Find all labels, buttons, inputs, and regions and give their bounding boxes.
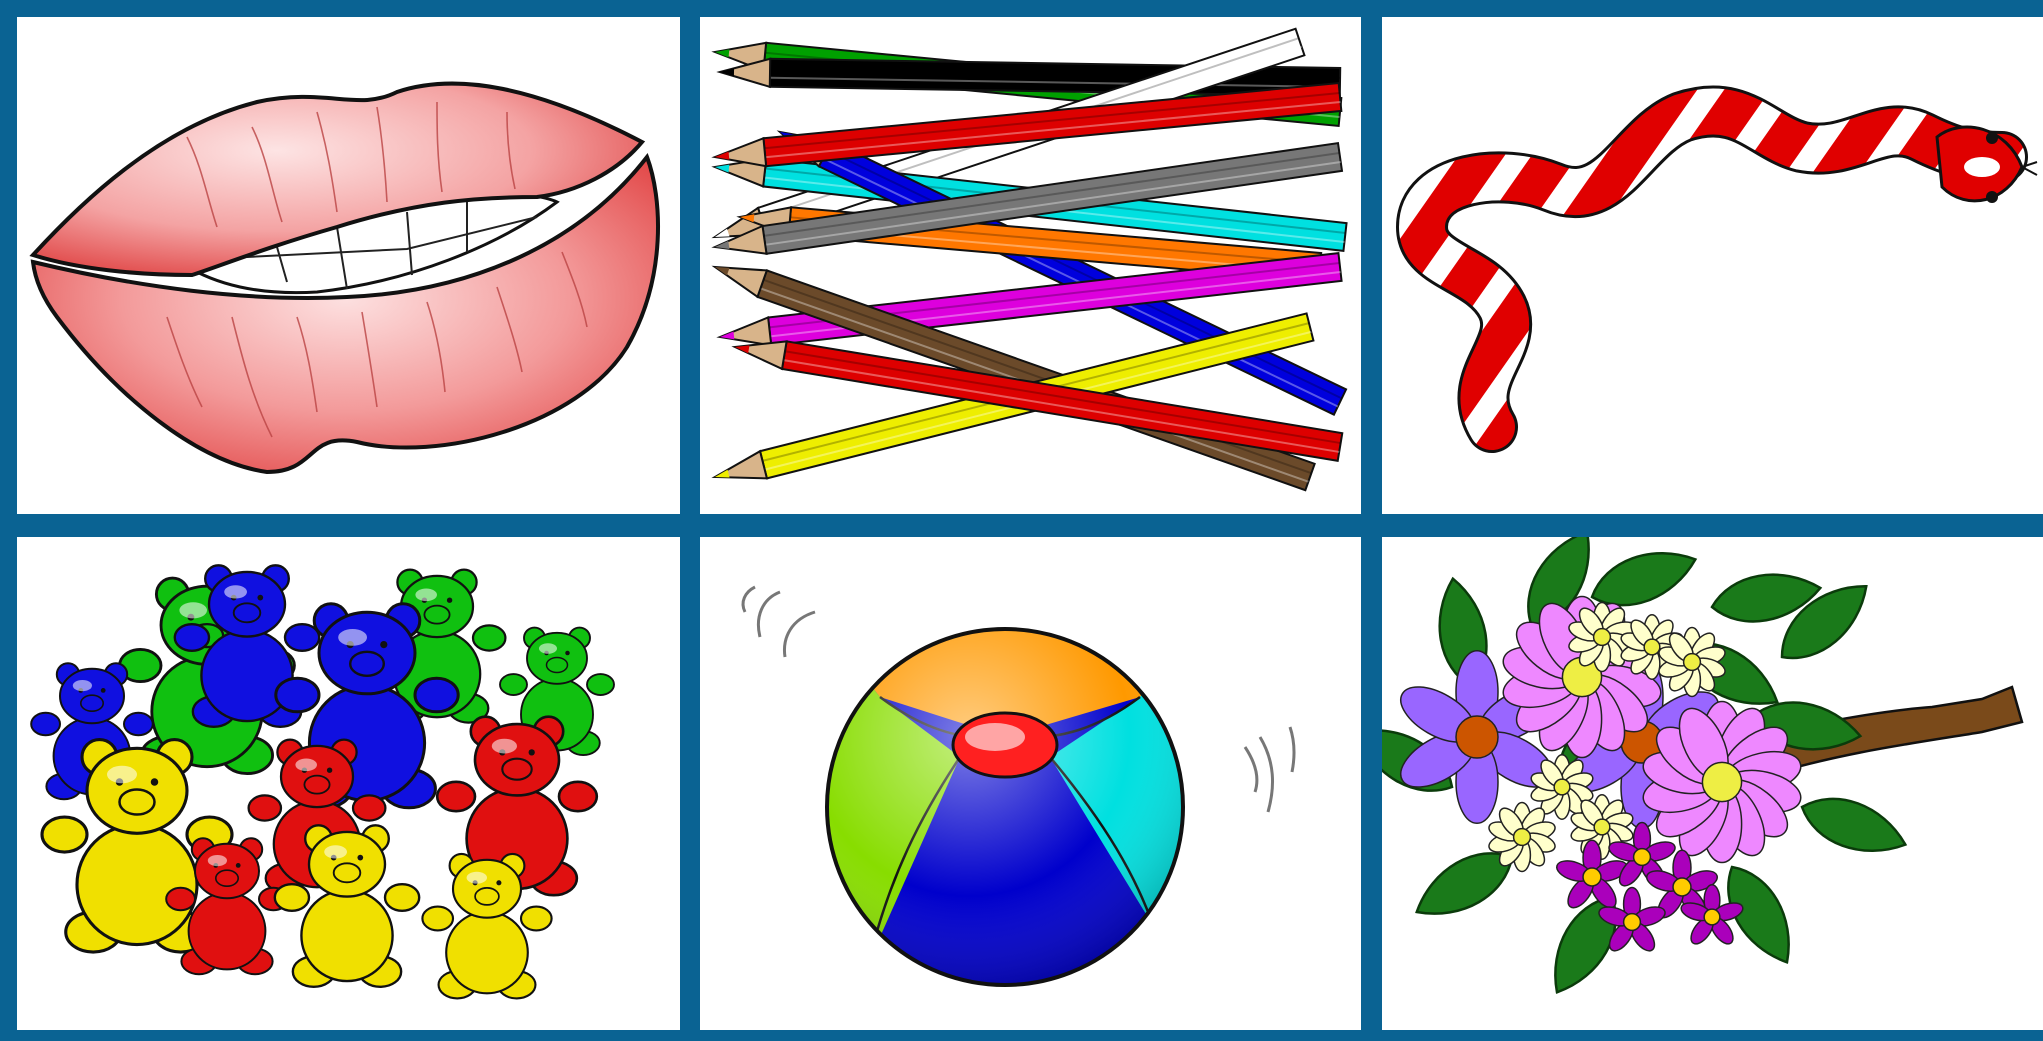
card-colored-pencils[interactable]: [700, 17, 1361, 514]
flower-branch-icon: [1382, 537, 2043, 1030]
lips-icon: [17, 17, 680, 514]
beach-ball-icon: [700, 537, 1361, 1030]
leaf: [1794, 786, 1913, 866]
teddy-bear-counters-icon: [17, 537, 680, 1030]
card-lips[interactable]: [17, 17, 680, 514]
colored-pencils-icon: [700, 17, 1361, 514]
card-beach-ball[interactable]: [700, 537, 1361, 1030]
card-teddy-bear-counters[interactable]: [17, 537, 680, 1030]
card-snake[interactable]: [1382, 17, 2043, 514]
snake-icon: [1382, 17, 2043, 514]
card-flower-branch[interactable]: [1382, 537, 2043, 1030]
